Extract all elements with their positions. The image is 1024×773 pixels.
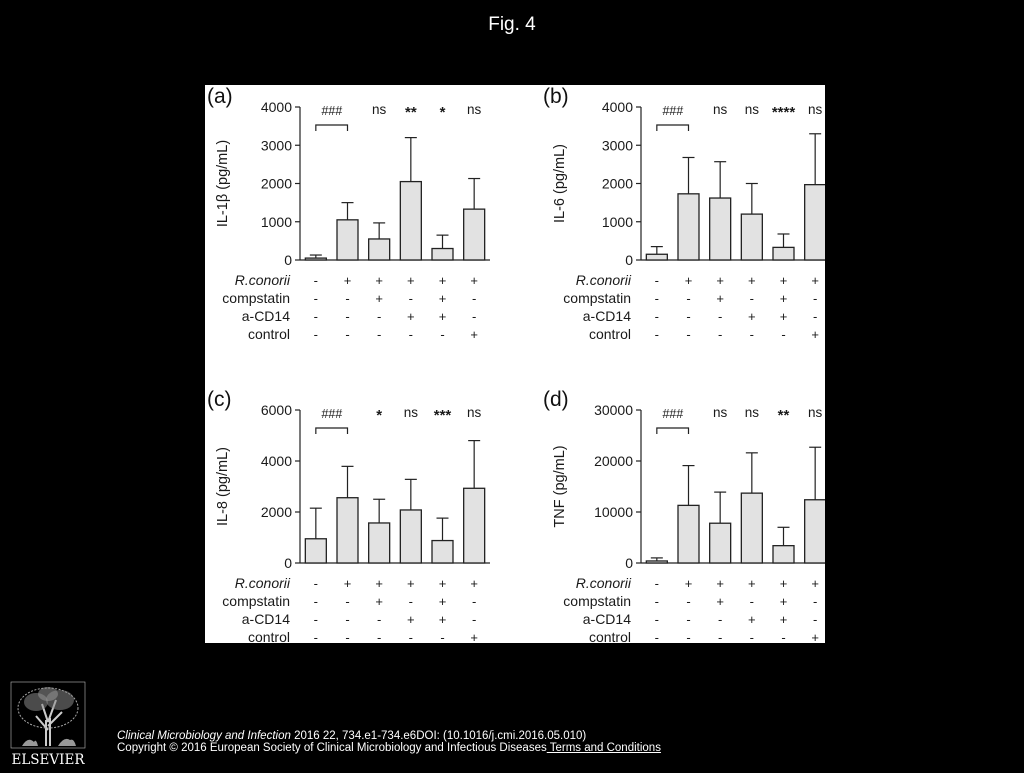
y-tick-label: 0 (284, 252, 292, 268)
condition-sign: + (779, 594, 788, 609)
y-tick-label: 1000 (260, 213, 292, 230)
condition-sign: - (686, 630, 691, 643)
condition-sign: + (438, 594, 447, 609)
significance-label: ns (403, 405, 418, 420)
chart-panel-2 (543, 85, 825, 342)
condition-sign: - (686, 327, 691, 342)
condition-sign: - (717, 309, 723, 324)
condition-sign: + (375, 273, 383, 288)
y-tick-label: 20000 (594, 453, 633, 469)
condition-sign: - (376, 630, 382, 643)
condition-sign: - (376, 327, 382, 342)
bracket-label: ### (321, 104, 343, 118)
bar (805, 185, 825, 260)
bar (678, 505, 699, 563)
condition-sign: + (779, 273, 788, 288)
y-tick-label: 3000 (601, 137, 633, 154)
bar (400, 182, 421, 260)
condition-sign: + (407, 309, 415, 324)
condition-label: a-CD14 (582, 308, 631, 324)
citation-footer (117, 730, 717, 754)
condition-sign: + (470, 630, 478, 643)
condition-label: compstatin (563, 290, 631, 306)
condition-sign: - (313, 291, 319, 306)
condition-sign: - (749, 327, 755, 342)
condition-sign: - (654, 327, 660, 342)
condition-sign: - (749, 291, 755, 306)
bar (678, 194, 699, 260)
condition-label: compstatin (222, 290, 290, 306)
bar (305, 258, 326, 260)
figure-panel (205, 85, 825, 643)
condition-sign: - (313, 576, 319, 591)
condition-label: control (247, 629, 290, 643)
condition-sign: + (748, 273, 756, 288)
condition-sign: + (375, 291, 383, 306)
condition-sign: + (438, 273, 447, 288)
significance-label: ns (808, 102, 823, 117)
condition-sign: + (407, 612, 415, 627)
significance-label: ns (713, 405, 728, 420)
condition-sign: - (686, 594, 691, 609)
y-tick-label: 2000 (260, 175, 292, 192)
panel-label: (c) (207, 388, 232, 411)
significance-bracket (657, 125, 689, 131)
significance-label: ns (744, 405, 759, 420)
condition-sign: - (686, 309, 691, 324)
y-tick-label: 4000 (260, 453, 292, 469)
condition-label: compstatin (563, 593, 631, 609)
significance-label: ns (713, 102, 728, 117)
bracket-label: ### (321, 407, 343, 421)
bar (305, 539, 326, 563)
y-axis-label: IL-8 (pg/mL) (215, 447, 231, 526)
condition-sign: + (811, 630, 819, 643)
y-tick-label: 1000 (601, 213, 633, 230)
bar (337, 220, 358, 260)
bar (741, 214, 762, 260)
condition-sign: - (345, 630, 350, 643)
condition-sign: - (654, 273, 660, 288)
condition-sign: - (376, 309, 382, 324)
condition-sign: + (470, 273, 478, 288)
condition-label: a-CD14 (241, 611, 290, 627)
condition-sign: - (749, 594, 755, 609)
condition-sign: - (313, 594, 319, 609)
condition-sign: + (779, 612, 788, 627)
bar (464, 488, 485, 563)
bracket-label: ### (662, 104, 684, 118)
bar (432, 249, 453, 260)
condition-sign: + (438, 309, 447, 324)
significance-label: * (439, 104, 446, 121)
condition-label: compstatin (222, 593, 290, 609)
condition-sign: + (375, 576, 383, 591)
condition-label: R.conorii (234, 575, 290, 591)
condition-label: R.conorii (575, 272, 631, 288)
condition-sign: - (812, 612, 818, 627)
significance-label: *** (433, 407, 452, 424)
condition-sign: - (781, 630, 786, 643)
significance-bracket (316, 428, 348, 434)
panel-label: (a) (207, 85, 233, 108)
condition-sign: + (716, 576, 724, 591)
chart-panel-1 (207, 85, 490, 342)
y-tick-label: 0 (625, 555, 633, 571)
y-tick-label: 30000 (594, 402, 633, 418)
condition-sign: + (779, 291, 788, 306)
condition-sign: - (471, 594, 477, 609)
bar (369, 523, 390, 563)
y-tick-label: 10000 (594, 504, 633, 520)
y-axis-label: TNF (pg/mL) (552, 445, 568, 528)
condition-sign: - (345, 594, 350, 609)
condition-sign: - (408, 291, 414, 306)
condition-sign: + (343, 576, 352, 591)
y-tick-label: 0 (625, 252, 633, 268)
y-tick-label: 6000 (260, 402, 292, 418)
condition-sign: + (779, 309, 788, 324)
significance-bracket (657, 428, 689, 434)
y-tick-label: 4000 (260, 99, 292, 115)
condition-sign: + (716, 594, 724, 609)
condition-sign: - (717, 327, 723, 342)
condition-sign: - (313, 327, 319, 342)
significance-label: ** (777, 407, 790, 424)
condition-sign: - (812, 309, 818, 324)
condition-sign: + (684, 273, 693, 288)
condition-sign: - (313, 309, 319, 324)
condition-label: control (588, 629, 631, 643)
panel-label: (b) (543, 85, 569, 108)
condition-sign: - (313, 630, 319, 643)
copyright-line (117, 742, 677, 754)
condition-sign: - (345, 327, 350, 342)
bar (646, 561, 667, 563)
significance-label: ns (744, 102, 759, 117)
condition-sign: + (470, 327, 478, 342)
citation-line (117, 730, 717, 742)
bar (432, 541, 453, 563)
condition-sign: + (407, 576, 415, 591)
significance-bracket (316, 125, 348, 131)
journal-name: Clinical Microbiology and Infection (117, 730, 291, 742)
condition-sign: - (408, 327, 414, 342)
chart-panel-4 (543, 388, 825, 643)
bar (741, 493, 762, 563)
condition-sign: - (654, 309, 660, 324)
significance-label: ns (467, 405, 482, 420)
bar (646, 254, 667, 260)
y-tick-label: 0 (284, 555, 292, 571)
condition-sign: + (811, 327, 819, 342)
condition-sign: - (654, 594, 660, 609)
y-axis-label: IL-1β (pg/mL) (215, 139, 231, 228)
bar (710, 523, 731, 563)
y-tick-label: 2000 (601, 175, 633, 192)
condition-sign: - (717, 612, 723, 627)
condition-label: a-CD14 (582, 611, 631, 627)
bar (369, 239, 390, 260)
condition-sign: + (748, 576, 756, 591)
condition-sign: - (686, 291, 691, 306)
y-tick-label: 4000 (601, 99, 633, 115)
condition-sign: - (781, 327, 786, 342)
condition-sign: - (313, 273, 319, 288)
condition-sign: - (313, 612, 319, 627)
condition-sign: - (345, 612, 350, 627)
y-tick-label: 2000 (260, 504, 292, 520)
significance-label: ns (467, 102, 482, 117)
copyright-text: Copyright © 2016 European Society of Clinical Microbiology and Infectious Diseases (117, 742, 547, 754)
terms-link[interactable]: Terms and Conditions (546, 742, 661, 754)
condition-sign: - (654, 612, 660, 627)
condition-sign: + (438, 576, 447, 591)
condition-sign: - (812, 594, 818, 609)
condition-label: R.conorii (234, 272, 290, 288)
condition-sign: - (471, 309, 477, 324)
condition-sign: + (438, 612, 447, 627)
significance-label: ** (404, 104, 417, 121)
condition-sign: - (749, 630, 755, 643)
condition-sign: - (654, 291, 660, 306)
y-tick-label: 3000 (260, 137, 292, 154)
condition-sign: + (470, 576, 478, 591)
elsevier-tree-icon (8, 680, 88, 768)
bar (710, 198, 731, 260)
condition-sign: - (376, 612, 382, 627)
condition-sign: - (686, 612, 691, 627)
condition-sign: + (811, 273, 819, 288)
condition-sign: - (408, 594, 414, 609)
y-axis-label: IL-6 (pg/mL) (552, 144, 568, 223)
elsevier-logo (8, 680, 88, 768)
condition-sign: - (440, 327, 445, 342)
condition-sign: + (716, 273, 724, 288)
condition-sign: - (345, 291, 350, 306)
condition-sign: + (375, 594, 383, 609)
condition-sign: + (684, 576, 693, 591)
condition-sign: + (748, 309, 756, 324)
chart-panel-3 (207, 388, 490, 643)
condition-label: a-CD14 (241, 308, 290, 324)
condition-sign: + (748, 612, 756, 627)
slide-title: Fig. 4 (488, 14, 536, 35)
condition-sign: - (345, 309, 350, 324)
bar (464, 209, 485, 260)
condition-label: control (588, 326, 631, 342)
condition-sign: - (654, 630, 660, 643)
elsevier-wordmark: ELSEVIER (11, 752, 85, 768)
significance-label: **** (771, 104, 796, 121)
bar (337, 498, 358, 563)
condition-sign: - (471, 291, 477, 306)
panel-label: (d) (543, 388, 569, 411)
citation-details: 2016 22, 734.e1-734.e6DOI: (10.1016/j.cmi.2016.05.010) (290, 730, 587, 742)
condition-label: R.conorii (575, 575, 631, 591)
condition-sign: - (717, 630, 723, 643)
figure-4-charts (205, 85, 825, 643)
condition-sign: + (779, 576, 788, 591)
condition-sign: + (438, 291, 447, 306)
bracket-label: ### (662, 407, 684, 421)
condition-label: control (247, 326, 290, 342)
condition-sign: - (408, 630, 414, 643)
condition-sign: + (343, 273, 352, 288)
significance-label: * (376, 407, 383, 424)
bar (805, 500, 825, 563)
bar (400, 510, 421, 563)
significance-label: ns (372, 102, 387, 117)
condition-sign: - (812, 291, 818, 306)
condition-sign: - (654, 576, 660, 591)
significance-label: ns (808, 405, 823, 420)
condition-sign: - (471, 612, 477, 627)
condition-sign: + (716, 291, 724, 306)
bar (773, 247, 794, 260)
condition-sign: + (407, 273, 415, 288)
condition-sign: - (440, 630, 445, 643)
condition-sign: + (811, 576, 819, 591)
bar (773, 546, 794, 563)
